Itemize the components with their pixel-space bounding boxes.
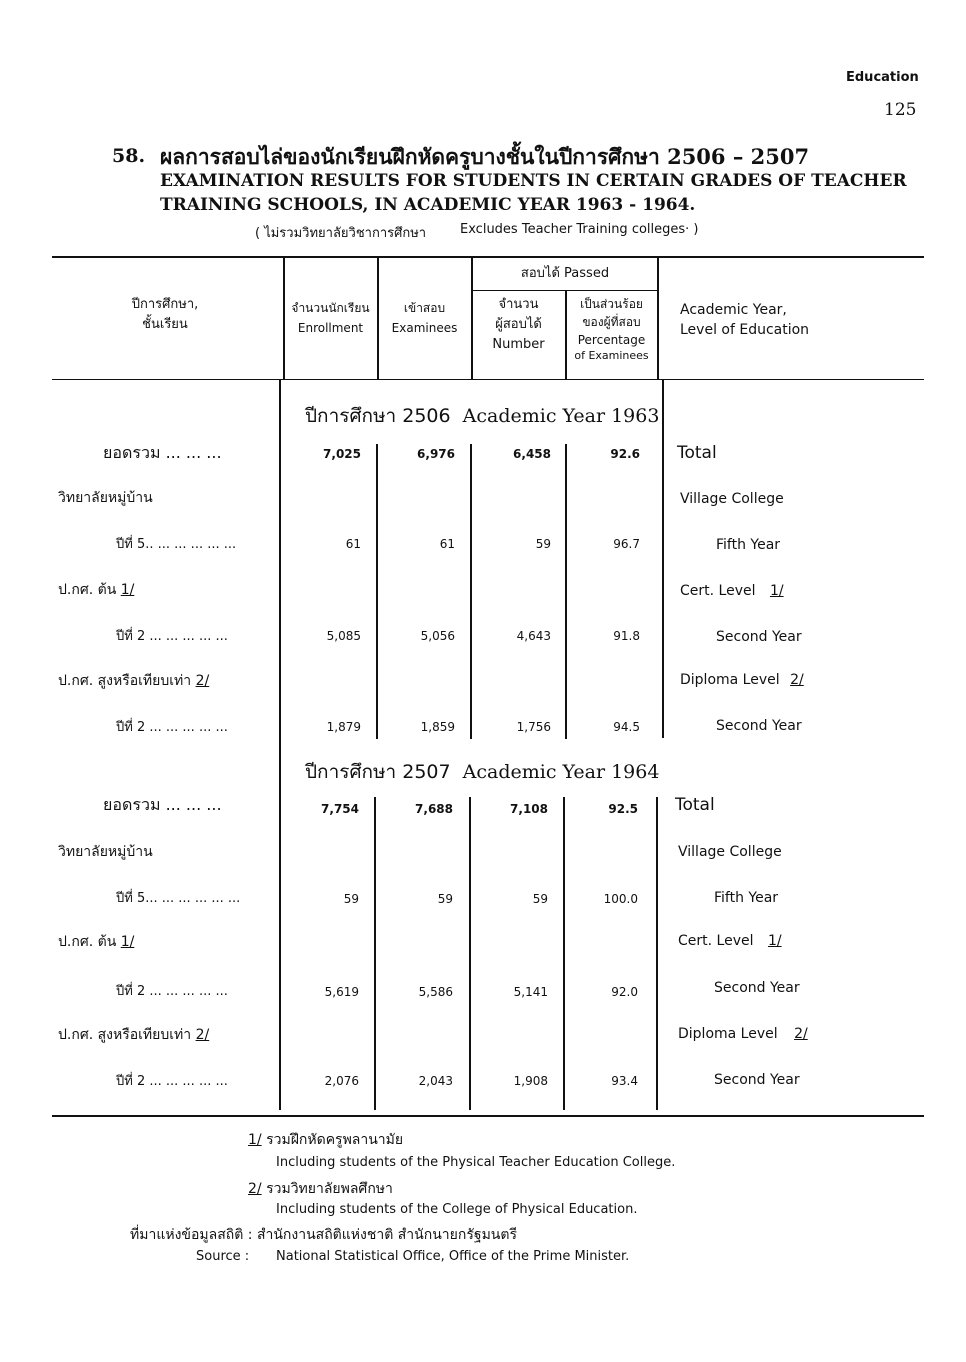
- row-label-thai: ปีที่ 5.. ... ... ... ... ...: [116, 537, 237, 552]
- row-label-thai: ยอดรวม ... ... ...: [103, 795, 222, 814]
- table-number: 58.: [112, 145, 146, 167]
- cell-enrollment: 1,879: [326, 720, 361, 734]
- cell-examinees: 2,043: [418, 1074, 453, 1088]
- cell-examinees: 5,586: [418, 985, 453, 999]
- cell-examinees: 6,976: [417, 447, 455, 461]
- footnote-1-english: Including students of the Physical Teacher Education College.: [276, 1155, 676, 1170]
- row-label-english: Diploma Level 2/: [678, 1026, 808, 1042]
- cell-enrollment: 5,085: [326, 629, 361, 643]
- col-header-number: จำนวน ผู้สอบได้ Number: [492, 297, 545, 352]
- footnote-2-english: Including students of the College of Physical Education.: [276, 1202, 638, 1217]
- cell-percentage: 100.0: [603, 892, 638, 906]
- cell-enrollment: 7,754: [321, 802, 359, 816]
- title-thai: ผลการสอบไล่ของนักเรียนฝึกหัดครูบางชั้นในปีการศึกษา 2506 – 2507: [160, 144, 810, 169]
- footnote-ref: 2/: [195, 673, 210, 689]
- cell-percentage: 92.0: [611, 985, 638, 999]
- cell-percentage: 91.8: [613, 629, 640, 643]
- cell-examinees: 5,056: [420, 629, 455, 643]
- body-col-divider: [470, 444, 472, 739]
- cell-percentage: 93.4: [611, 1074, 638, 1088]
- footnote-2-thai: 2/ รวมวิทยาลัยพลศึกษา: [248, 1181, 393, 1197]
- row-label-thai: วิทยาลัยหมู่บ้าน: [58, 490, 153, 506]
- row-label-english: Cert. Level 1/: [678, 933, 782, 949]
- section-label: Education: [846, 70, 919, 85]
- row-label-english: Cert. Level 1/: [680, 583, 784, 599]
- footnote-ref: 1/: [767, 933, 782, 949]
- cell-number: 5,141: [513, 985, 548, 999]
- cell-number: 4,643: [516, 629, 551, 643]
- row-label-thai: ป.กศ. ต้น 1/: [58, 934, 135, 950]
- cell-number: 6,458: [513, 447, 551, 461]
- cell-number: 1,756: [516, 720, 551, 734]
- row-label-thai: ป.กศ. สูงหรือเทียบเท่า 2/: [58, 673, 210, 689]
- col-header-percentage: เป็นส่วนร้อย ของผู้ที่สอบ Percentage of Examinees: [574, 297, 649, 362]
- row-label-english: Second Year: [714, 1072, 800, 1088]
- body-col-divider: [374, 797, 376, 1110]
- body-col-divider: [565, 444, 567, 739]
- footnote-ref: 2/: [195, 1027, 210, 1043]
- cell-percentage: 92.6: [610, 447, 640, 461]
- cell-examinees: 1,859: [420, 720, 455, 734]
- col-header-label-english: Academic Year, Level of Education: [680, 302, 810, 338]
- cell-number: 7,108: [510, 802, 548, 816]
- footnote-ref: 1/: [120, 934, 135, 950]
- row-label-english: Second Year: [714, 980, 800, 996]
- header-bottom-rule: [52, 379, 924, 380]
- row-label-english: Total: [675, 795, 715, 815]
- cell-examinees: 59: [437, 892, 453, 906]
- cell-number: 59: [535, 537, 551, 551]
- row-label-thai: ปีที่ 2 ... ... ... ... ...: [116, 984, 228, 999]
- title-english-line1: EXAMINATION RESULTS FOR STUDENTS IN CERTAIN GRADES OF TEACHER: [160, 171, 907, 191]
- cell-enrollment: 59: [343, 892, 359, 906]
- row-label-english: Second Year: [716, 718, 802, 734]
- source-english-label: Source :: [196, 1249, 250, 1264]
- cell-examinees: 7,688: [415, 802, 453, 816]
- row-label-english: Second Year: [716, 629, 802, 645]
- section-heading: ปีการศึกษา 2506 Academic Year 1963: [305, 405, 660, 427]
- row-label-english: Village College: [678, 844, 782, 860]
- cell-percentage: 94.5: [613, 720, 640, 734]
- row-label-thai: ปีที่ 2 ... ... ... ... ...: [116, 720, 228, 735]
- footnote-ref: 1/: [120, 582, 135, 598]
- row-label-thai: ปีที่ 5... ... ... ... ... ...: [116, 891, 241, 906]
- col-header-label-thai: ปีการศึกษา, ชั้นเรียน: [131, 297, 199, 332]
- row-label-thai: ปีที่ 2 ... ... ... ... ...: [116, 1074, 228, 1089]
- col-header-passed: สอบได้ Passed: [520, 266, 610, 281]
- row-label-thai: ป.กศ. สูงหรือเทียบเท่า 2/: [58, 1027, 210, 1043]
- cell-enrollment: 7,025: [323, 447, 361, 461]
- table-bottom-rule: [52, 1115, 924, 1117]
- body-col-divider: [376, 444, 378, 739]
- title-english-line2: TRAINING SCHOOLS, IN ACADEMIC YEAR 1963 - 1964.: [160, 195, 696, 215]
- body-col-divider: [563, 797, 565, 1110]
- col-header-enrollment: จำนวนนักเรียน Enrollment: [291, 301, 370, 335]
- col-header-examinees: เข้าสอบ Examinees: [391, 301, 458, 335]
- row-label-english: Total: [677, 443, 717, 463]
- cell-percentage: 96.7: [613, 537, 640, 551]
- page-number: 125: [884, 100, 917, 120]
- row-label-english: Diploma Level 2/: [680, 672, 804, 688]
- body-col-divider: [279, 380, 281, 1110]
- table-top-rule: [52, 256, 924, 258]
- note-english: Excludes Teacher Training colleges· ): [460, 222, 699, 237]
- footnote-1-thai: 1/ รวมฝึกหัดครูพลานามัย: [248, 1132, 404, 1148]
- row-label-english: Fifth Year: [716, 537, 781, 553]
- row-label-thai: ป.กศ. ต้น 1/: [58, 582, 135, 598]
- section-heading: ปีการศึกษา 2507 Academic Year 1964: [305, 761, 660, 783]
- cell-number: 59: [532, 892, 548, 906]
- footnote-ref: 1/: [769, 583, 784, 599]
- body-col-divider: [656, 797, 658, 1110]
- body-col-divider: [662, 380, 664, 738]
- row-label-thai: ปีที่ 2 ... ... ... ... ...: [116, 629, 228, 644]
- row-label-english: Fifth Year: [714, 890, 779, 906]
- footnote-ref: 2/: [790, 672, 804, 688]
- cell-percentage: 92.5: [608, 802, 638, 816]
- cell-examinees: 61: [439, 537, 455, 551]
- source-thai: ที่มาแห่งข้อมูลสถิติ : สำนักงานสถิติแห่งชาติ สำนักนายกรัฐมนตรี: [130, 1227, 517, 1243]
- cell-number: 1,908: [513, 1074, 548, 1088]
- row-label-thai: ยอดรวม ... ... ...: [103, 443, 222, 462]
- source-english-text: National Statistical Office, Office of the Prime Minister.: [276, 1249, 630, 1264]
- cell-enrollment: 2,076: [324, 1074, 359, 1088]
- row-label-english: Village College: [680, 491, 784, 507]
- body-col-divider: [469, 797, 471, 1110]
- row-label-thai: วิทยาลัยหมู่บ้าน: [58, 844, 153, 860]
- cell-enrollment: 61: [345, 537, 361, 551]
- cell-enrollment: 5,619: [324, 985, 359, 999]
- note-thai: ( ไม่รวมวิทยาลัยวิชาการศึกษา: [255, 226, 427, 241]
- footnote-ref: 2/: [794, 1026, 808, 1042]
